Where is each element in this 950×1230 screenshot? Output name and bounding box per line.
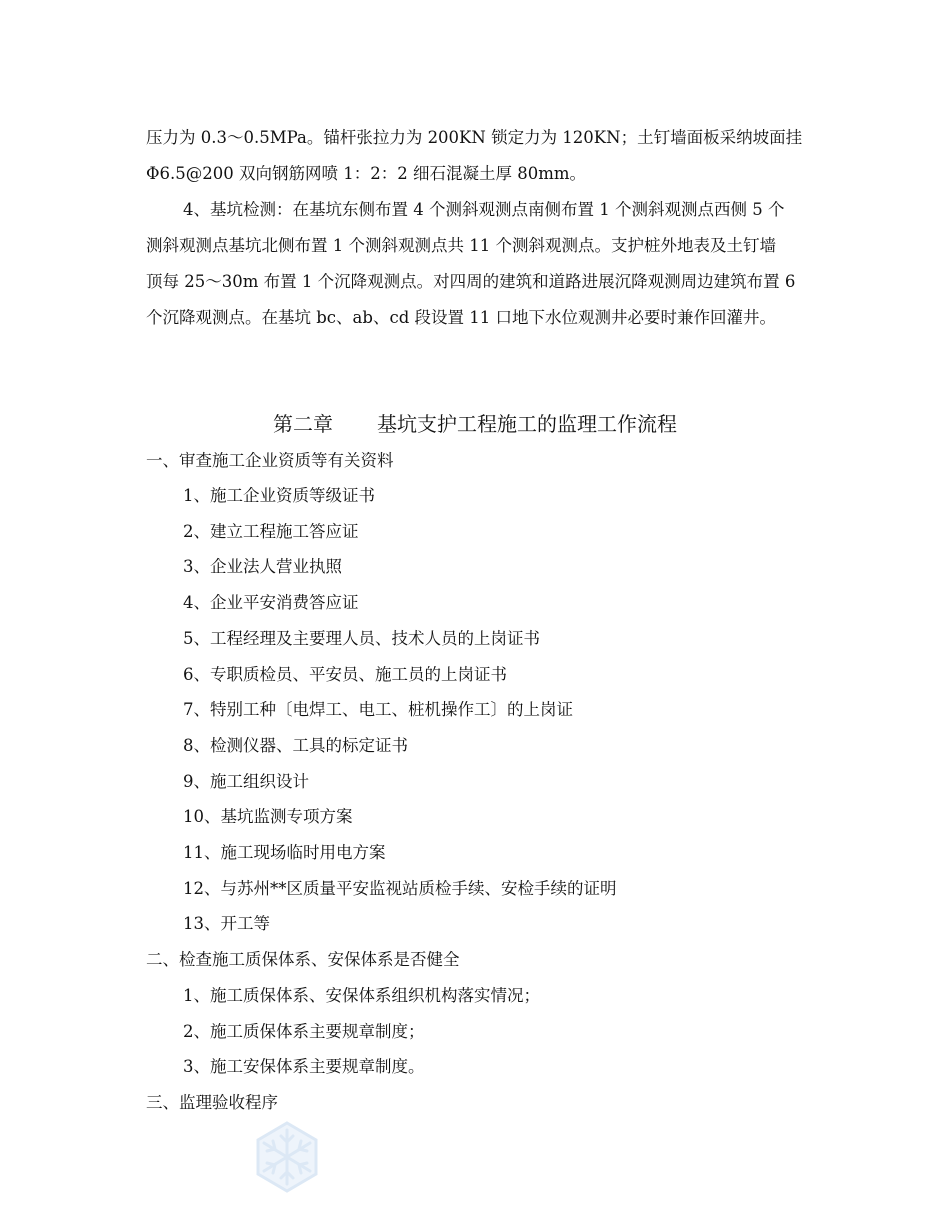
list-item: 11、施工现场临时用电方案 (183, 843, 386, 862)
paragraph-line: 压力为 0.3～0.5MPa。锚杆张拉力为 200KN 锁定力为 120KN；土钉墙面板采纳坡面挂 (146, 128, 803, 147)
list-item: 13、开工等 (183, 914, 270, 933)
paragraph-line: 4、基坑检测：在基坑东侧布置 4 个测斜观测点南侧布置 1 个测斜观测点西侧 5 个 (183, 200, 785, 219)
list-item: 3、施工安保体系主要规章制度。 (183, 1057, 425, 1076)
list-item: 3、企业法人营业执照 (183, 557, 342, 576)
list-item: 10、基坑监测专项方案 (183, 807, 353, 826)
snowflake-watermark-icon (250, 1120, 324, 1194)
list-item: 12、与苏州**区质量平安监视站质检手续、安检手续的证明 (183, 879, 617, 898)
paragraph-line: 测斜观测点基坑北侧布置 1 个测斜观测点共 11 个测斜观测点。支护桩外地表及土钉墙 (146, 236, 776, 255)
paragraph-line: 顶每 25～30m 布置 1 个沉降观测点。对四周的建筑和道路进展沉降观测周边建筑布置 6 (146, 272, 796, 291)
list-item: 5、工程经理及主要理人员、技术人员的上岗证书 (183, 629, 540, 648)
chapter-number: 第二章 (273, 412, 333, 436)
section-heading: 二、检查施工质保体系、安保体系是否健全 (146, 950, 460, 969)
section-heading: 三、监理验收程序 (146, 1093, 278, 1112)
section-heading: 一、审查施工企业资质等有关资料 (146, 451, 394, 470)
list-item: 2、建立工程施工答应证 (183, 522, 359, 541)
list-item: 9、施工组织设计 (183, 772, 309, 791)
paragraph-line: 个沉降观测点。在基坑 bc、ab、cd 段设置 11 口地下水位观测井必要时兼作回灌井。 (146, 308, 776, 327)
list-item: 1、施工企业资质等级证书 (183, 486, 375, 505)
list-item: 7、特别工种〔电焊工、电工、桩机操作工〕的上岗证 (183, 700, 573, 719)
list-item: 1、施工质保体系、安保体系组织机构落实情况； (183, 986, 540, 1005)
paragraph-line: Φ6.5@200 双向钢筋网喷 1：2：2 细石混凝土厚 80mm。 (146, 164, 587, 183)
list-item: 2、施工质保体系主要规章制度； (183, 1022, 425, 1041)
list-item: 8、检测仪器、工具的标定证书 (183, 736, 408, 755)
chapter-title-text: 基坑支护工程施工的监理工作流程 (377, 412, 677, 436)
list-item: 4、企业平安消费答应证 (183, 593, 359, 612)
list-item: 6、专职质检员、平安员、施工员的上岗证书 (183, 665, 507, 684)
chapter-title (0, 411, 950, 437)
